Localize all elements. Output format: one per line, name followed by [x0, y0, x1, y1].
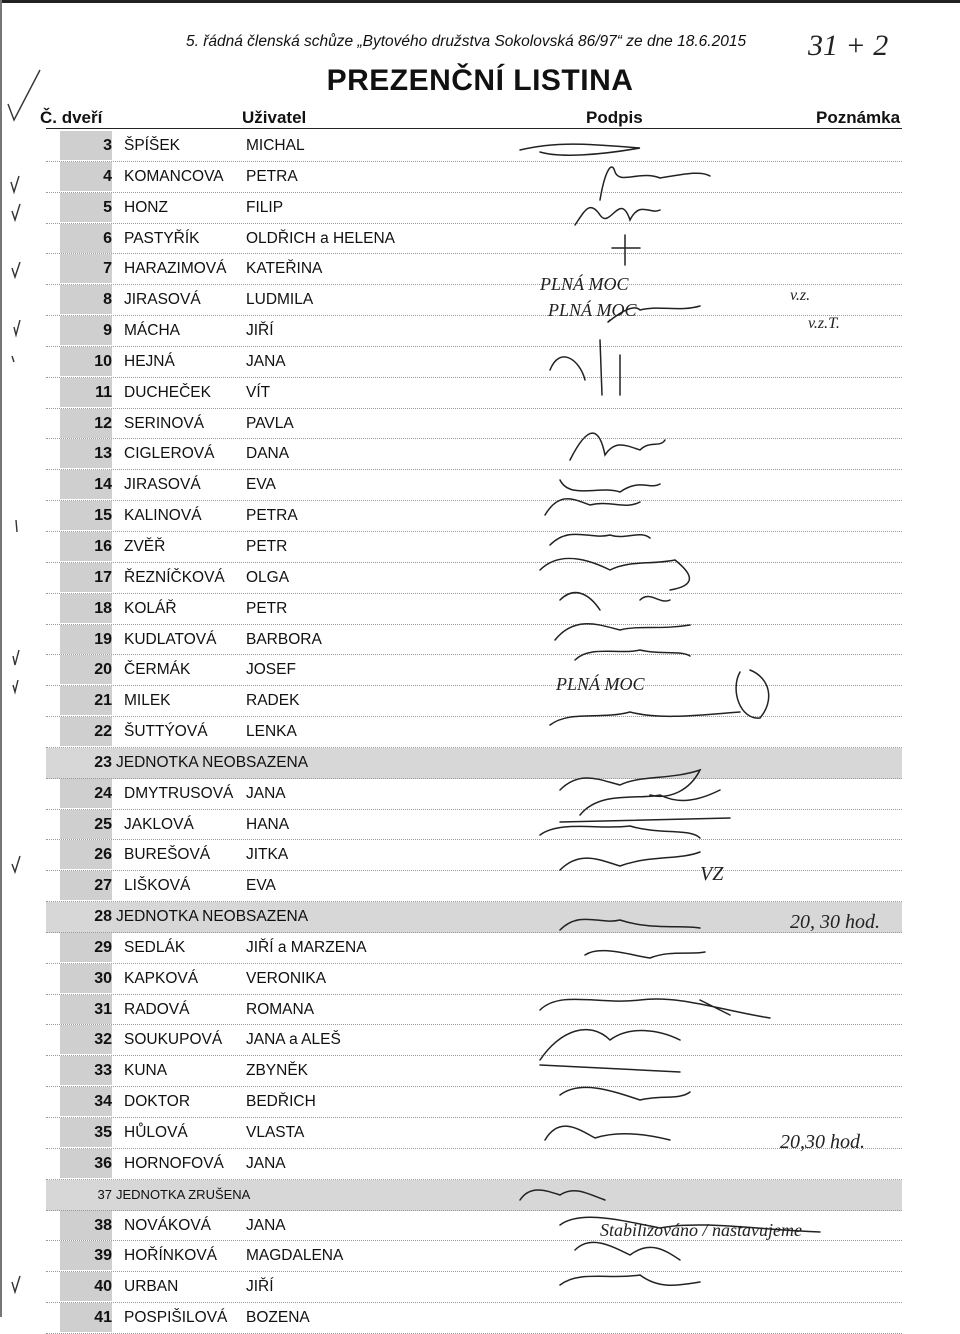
- given-name: JANA: [246, 784, 286, 802]
- given-name: MICHAL: [246, 137, 305, 154]
- surname: KOMANCOVA: [124, 167, 224, 185]
- table-row: [46, 686, 902, 717]
- margin-checkmarks: [0, 0, 46, 1317]
- door-number: 9: [103, 322, 112, 340]
- given-name: PETR: [246, 537, 288, 555]
- door-number: 37: [97, 1186, 112, 1202]
- given-name: HANA: [246, 815, 290, 833]
- given-name: PETRA: [246, 507, 298, 525]
- unit-status: JEDNOTKA NEOBSAZENA: [116, 753, 309, 771]
- given-name: JANA: [246, 352, 286, 370]
- door-number: 27: [94, 877, 112, 895]
- table-row: [46, 532, 902, 563]
- surname: HEJNÁ: [124, 352, 175, 370]
- door-number: 12: [94, 414, 112, 432]
- check-icon: [8, 70, 40, 120]
- table-row: [46, 1149, 902, 1180]
- given-name: OLGA: [246, 568, 290, 586]
- surname: POSPIŠILOVÁ: [124, 1309, 228, 1327]
- door-number: 20: [94, 661, 112, 679]
- door-number: 35: [94, 1124, 112, 1141]
- column-door: Č. dveří: [40, 108, 103, 127]
- header-rule: [46, 128, 902, 129]
- given-name: FILIP: [246, 198, 284, 216]
- unit-status: JEDNOTKA ZRUŠENA: [116, 1186, 251, 1202]
- door-number: 29: [94, 938, 112, 956]
- given-name: EVA: [246, 877, 276, 895]
- table-row: [46, 779, 902, 810]
- surname: JAKLOVÁ: [124, 815, 194, 833]
- door-number: 14: [94, 476, 112, 494]
- table-row: [46, 563, 902, 594]
- surname: HORNOFOVÁ: [124, 1154, 224, 1172]
- surname: NOVÁKOVÁ: [124, 1216, 211, 1234]
- surname: JIRASOVÁ: [124, 291, 201, 309]
- attendance-table: [46, 131, 902, 1334]
- given-name: JANA: [246, 1154, 286, 1172]
- note-row-39: Stabilizováno / nastavujeme: [600, 1220, 802, 1240]
- surname: PASTYŘÍK: [124, 229, 200, 247]
- note-row-7: v.z.: [790, 287, 811, 304]
- door-number: 25: [94, 815, 112, 833]
- surname: ŘEZNÍČKOVÁ: [124, 568, 225, 586]
- given-name: JIŘÍ a MARZENA: [246, 938, 367, 956]
- door-number: 16: [94, 537, 112, 555]
- door-number: 6: [103, 229, 112, 247]
- given-name: PETRA: [246, 167, 298, 185]
- table-row: [46, 748, 902, 779]
- door-number: 34: [94, 1093, 112, 1111]
- door-number: 15: [94, 507, 112, 525]
- table-row: [46, 1118, 902, 1149]
- surname: KALINOVÁ: [124, 507, 202, 525]
- note-row-36: 20,30 hod.: [780, 1131, 865, 1153]
- unit-status: JEDNOTKA NEOBSAZENA: [116, 908, 309, 926]
- column-user: Uživatel: [242, 108, 307, 127]
- surname: HŮLOVÁ: [124, 1124, 188, 1141]
- table-row: [46, 840, 902, 871]
- door-number: 30: [94, 969, 112, 987]
- door-number: 41: [94, 1309, 112, 1327]
- given-name: JIŘÍ: [246, 322, 274, 340]
- door-number: 36: [94, 1154, 112, 1172]
- surname: CIGLEROVÁ: [124, 445, 215, 463]
- table-row: [46, 902, 902, 933]
- table-row: [46, 470, 902, 501]
- table-row: [46, 594, 902, 625]
- door-number: 28: [94, 908, 112, 926]
- given-name: LENKA: [246, 723, 297, 741]
- table-row: [46, 1303, 902, 1334]
- given-name: JOSEF: [246, 661, 296, 679]
- table-row: [46, 193, 902, 224]
- given-name: VÍT: [246, 383, 271, 401]
- door-number: 10: [94, 352, 112, 370]
- table-row: [46, 162, 902, 193]
- meeting-header: 5. řádná členská schůze „Bytového družstva Sokolovská 86/97“ ze dne 18.6.2015: [186, 33, 747, 50]
- door-number: 13: [94, 445, 112, 463]
- proxy-note-8: PLNÁ MOC: [548, 300, 637, 320]
- surname: SEDLÁK: [124, 938, 186, 956]
- table-row: [46, 995, 902, 1026]
- table-row: [46, 933, 902, 964]
- door-number: 31: [94, 1000, 112, 1018]
- surname: HOŘÍNKOVÁ: [124, 1247, 218, 1265]
- door-number: 7: [103, 260, 112, 278]
- given-name: VLASTA: [246, 1124, 305, 1141]
- door-number: 23: [94, 753, 112, 771]
- note-row-27: VZ: [700, 863, 724, 885]
- door-number: 39: [94, 1247, 112, 1265]
- note-row-29: 20, 30 hod.: [790, 911, 880, 933]
- page-top-edge: [0, 0, 960, 3]
- table-row: [46, 717, 902, 748]
- table-row: [46, 285, 902, 316]
- door-number: 8: [103, 291, 112, 309]
- door-number: 4: [103, 167, 112, 185]
- surname: KAPKOVÁ: [124, 969, 199, 987]
- given-name: MAGDALENA: [246, 1247, 344, 1265]
- surname: KOLÁŘ: [124, 599, 177, 617]
- table-row: [46, 1211, 902, 1242]
- given-name: OLDŘICH a HELENA: [246, 229, 396, 247]
- table-row: [46, 655, 902, 686]
- column-note: Poznámka: [816, 108, 901, 127]
- surname: BUREŠOVÁ: [124, 846, 211, 864]
- table-row: [46, 224, 902, 255]
- given-name: BEDŘICH: [246, 1093, 316, 1111]
- door-number: 38: [94, 1216, 112, 1234]
- table-row: [46, 1025, 902, 1056]
- door-number: 26: [94, 846, 112, 864]
- table-row: [46, 810, 902, 841]
- table-row: [46, 254, 902, 285]
- surname: JIRASOVÁ: [124, 476, 201, 494]
- note-row-8: v.z.T.: [808, 315, 840, 332]
- door-number: 11: [95, 383, 112, 401]
- table-row: [46, 347, 902, 378]
- door-number: 18: [94, 599, 112, 617]
- door-number: 40: [94, 1278, 112, 1296]
- given-name: DANA: [246, 445, 290, 463]
- given-name: ZBYNĚK: [246, 1062, 309, 1080]
- given-name: JITKA: [246, 846, 289, 864]
- surname: DUCHEČEK: [124, 383, 211, 401]
- door-number: 5: [103, 198, 112, 216]
- given-name: JANA a ALEŠ: [246, 1031, 341, 1049]
- surname: ČERMÁK: [124, 661, 191, 679]
- door-number: 32: [94, 1031, 112, 1049]
- given-name: KATEŘINA: [246, 260, 323, 278]
- given-name: PETR: [246, 599, 288, 617]
- surname: HONZ: [124, 198, 168, 216]
- table-row: [46, 871, 902, 902]
- given-name: ROMANA: [246, 1000, 315, 1018]
- surname: SOUKUPOVÁ: [124, 1031, 223, 1049]
- table-row: [46, 439, 902, 470]
- column-signature: Podpis: [586, 108, 643, 127]
- given-name: LUDMILA: [246, 291, 314, 309]
- door-number: 22: [94, 723, 112, 741]
- surname: DMYTRUSOVÁ: [124, 784, 234, 802]
- table-row: [46, 501, 902, 532]
- table-row: [46, 1087, 902, 1118]
- given-name: JIŘÍ: [246, 1278, 274, 1296]
- door-number: 33: [94, 1062, 112, 1080]
- surname: ŠUTTÝOVÁ: [124, 723, 208, 741]
- table-row: [46, 131, 902, 162]
- door-number: 24: [94, 784, 112, 802]
- door-number: 19: [94, 630, 112, 648]
- table-row: [46, 1241, 902, 1272]
- surname: RADOVÁ: [124, 1000, 190, 1018]
- table-row: [46, 1272, 902, 1303]
- table-row: [46, 625, 902, 656]
- surname: ŠPÍŠEK: [124, 137, 180, 154]
- surname: LIŠKOVÁ: [124, 877, 191, 895]
- surname: URBAN: [124, 1278, 179, 1296]
- given-name: VERONIKA: [246, 969, 327, 987]
- given-name: RADEK: [246, 692, 300, 710]
- proxy-note-7: PLNÁ MOC: [540, 274, 629, 294]
- given-name: BOZENA: [246, 1309, 310, 1327]
- door-number: 3: [103, 137, 112, 154]
- table-row: [46, 316, 902, 347]
- given-name: PAVLA: [246, 414, 294, 432]
- surname: SERINOVÁ: [124, 414, 205, 432]
- table-row: [46, 1180, 902, 1211]
- proxy-note-21: PLNÁ MOC: [556, 674, 645, 694]
- given-name: EVA: [246, 476, 276, 494]
- surname: DOKTOR: [124, 1093, 191, 1111]
- surname: MÁCHA: [124, 322, 180, 340]
- door-number: 21: [94, 692, 112, 710]
- table-row: [46, 378, 902, 409]
- table-row: [46, 1056, 902, 1087]
- surname: ZVĚŘ: [124, 537, 166, 555]
- door-number: 17: [94, 568, 112, 586]
- corner-count: 31 + 2: [808, 29, 889, 62]
- surname: KUNA: [124, 1062, 168, 1080]
- table-row: [46, 409, 902, 440]
- surname: KUDLATOVÁ: [124, 630, 217, 648]
- given-name: JANA: [246, 1216, 286, 1234]
- page-title: PREZENČNÍ LISTINA: [326, 64, 634, 97]
- surname: MILEK: [124, 692, 171, 710]
- given-name: BARBORA: [246, 630, 322, 648]
- table-row: [46, 964, 902, 995]
- surname: HARAZIMOVÁ: [124, 260, 227, 278]
